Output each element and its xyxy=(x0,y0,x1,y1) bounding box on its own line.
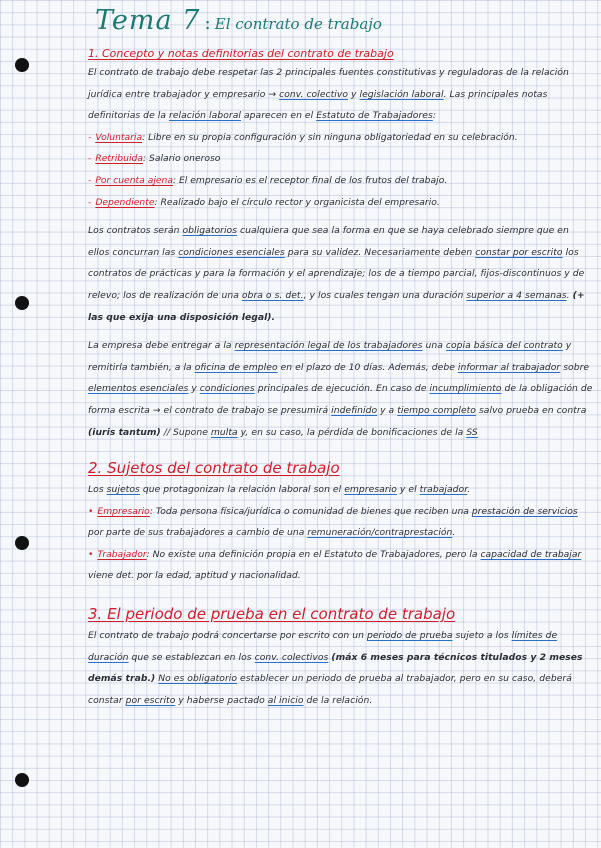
section-2-intro xyxy=(88,479,593,501)
highlight: constar por escrito xyxy=(475,246,563,258)
text: , y los cuales tengan una duración xyxy=(303,289,467,301)
title-number: Tema 7 xyxy=(95,5,201,36)
highlight: sujetos xyxy=(106,484,140,496)
title-text: El contrato de trabajo xyxy=(214,15,382,33)
text: : Libre en su propia configuración y sin ninguna obligatoriedad en su celebración. xyxy=(142,131,518,143)
text: de la relación. xyxy=(303,694,373,706)
text: : Toda persona física/jurídica o comunidad de bienes que reciben una xyxy=(149,505,472,517)
highlight: empresario xyxy=(344,484,397,496)
highlight: oficina de empleo xyxy=(194,361,278,373)
highlight: conv. colectivos xyxy=(254,651,329,663)
list-item xyxy=(88,192,593,214)
section-2-heading: 2. Sujetos del contrato de trabajo xyxy=(88,459,340,478)
section-1-paragraph-2 xyxy=(88,220,593,328)
text: y haberse pactado xyxy=(175,694,268,706)
text: para su validez. Necesariamente deben xyxy=(284,246,476,258)
text: sobre xyxy=(560,361,590,373)
bullet-dot: • xyxy=(88,505,94,517)
text: La empresa debe entregar a la xyxy=(88,340,235,352)
text: : No existe una definición propia en el Estatuto de Trabajadores, pero la xyxy=(146,548,481,560)
term: Dependiente xyxy=(95,196,155,208)
highlight: indefinido xyxy=(331,404,378,416)
highlight: límites de duración xyxy=(88,630,558,663)
text: // Supone xyxy=(160,426,211,438)
highlight: relación laboral xyxy=(169,110,241,122)
text: de la obligación de forma escrita → el contrato de trabajo se presumirá xyxy=(88,383,593,416)
text: cualquiera que sea la forma en que se haya celebrado siempre que en ellos concurran las xyxy=(88,225,569,258)
highlight: SS xyxy=(466,426,478,438)
text: los contratos de prácticas y para la formación y el aprendizaje; los de a tiempo parcial, fijos-discontinuos y de relevo; los de realización de una xyxy=(88,246,585,301)
highlight: periodo de prueba xyxy=(366,630,453,642)
highlight: Estatuto de Trabajadores xyxy=(316,110,433,122)
page-title xyxy=(95,5,382,36)
highlight: al inicio xyxy=(267,694,304,706)
text: : Realizado bajo el círculo rector y organicista del empresario. xyxy=(154,196,440,208)
highlight: copia básica del contrato xyxy=(445,340,563,352)
text: y, en su caso, la pérdida de bonificaciones de la xyxy=(237,426,467,438)
text: Los contratos serán xyxy=(88,225,183,237)
text: y a xyxy=(377,404,398,416)
highlight: conv. colectivo xyxy=(279,88,349,100)
term: Empresario xyxy=(97,505,150,517)
highlight: obligatorios xyxy=(182,225,238,237)
text: aparecen en el xyxy=(240,110,317,122)
text: una xyxy=(422,340,446,352)
highlight: por escrito xyxy=(125,694,176,706)
note: (iuris tantum) xyxy=(88,426,161,438)
text: en el plazo de 10 días. Además, debe xyxy=(277,361,458,373)
text: establecer un periodo de prueba al trabajador, pero en su caso, deberá constar xyxy=(88,673,572,706)
note: (+ las que exija una disposición legal). xyxy=(88,289,585,323)
title-colon: : xyxy=(204,12,211,34)
text: y remitirla también, a la xyxy=(88,340,572,373)
section-3-heading: 3. El periodo de prueba en el contrato de trabajo xyxy=(88,605,456,624)
section-1-list xyxy=(88,127,593,213)
highlight: condiciones xyxy=(199,383,255,395)
section-1-heading: 1. Concepto y notas definitorias del contrato de trabajo xyxy=(88,47,394,60)
text: que se establezcan en los xyxy=(128,651,255,663)
highlight: incumplimiento xyxy=(429,383,502,395)
term: Por cuenta ajena xyxy=(95,174,173,186)
list-item xyxy=(88,501,593,544)
text: sujeto a los xyxy=(452,630,512,642)
highlight: elementos esenciales xyxy=(88,383,189,395)
text: El contrato de trabajo debe respetar las 2 principales fuentes constitutivas y reguladoras de la relación jurídica entre trabajador y empresario xyxy=(88,67,569,100)
arrow: → xyxy=(265,88,280,100)
highlight: remuneración/contraprestación xyxy=(307,527,453,539)
text: Los xyxy=(88,484,107,496)
text: y xyxy=(348,88,360,100)
bullet-dot: • xyxy=(88,548,94,560)
bullet-dash: - xyxy=(88,174,92,186)
text: . xyxy=(467,484,471,496)
binder-hole xyxy=(15,296,29,310)
section-2-list xyxy=(88,501,593,587)
list-item xyxy=(88,148,593,170)
text: y xyxy=(188,383,200,395)
highlight: multa xyxy=(210,426,238,438)
bullet-dash: - xyxy=(88,153,92,165)
text: El contrato de trabajo podrá concertarse por escrito con un xyxy=(88,630,367,642)
term: Trabajador xyxy=(97,548,147,560)
list-item xyxy=(88,544,593,587)
list-item xyxy=(88,170,593,192)
highlight: capacidad de trabajar xyxy=(480,548,582,560)
notes-content xyxy=(88,46,593,711)
highlight: condiciones esenciales xyxy=(178,246,285,258)
text: : El empresario es el receptor final de los frutos del trabajo. xyxy=(172,174,448,186)
binder-hole xyxy=(15,58,29,72)
binder-hole xyxy=(15,536,29,550)
highlight: informar al trabajador xyxy=(457,361,561,373)
text: : Salario oneroso xyxy=(142,153,221,165)
highlight: legislación laboral xyxy=(359,88,444,100)
section-3-paragraph xyxy=(88,625,593,711)
text: que protagonizan la relación laboral son el xyxy=(139,484,345,496)
text: por parte de sus trabajadores a cambio de una xyxy=(88,527,308,539)
text: viene det. por la edad, aptitud y nacionalidad. xyxy=(88,570,301,582)
section-1-paragraph-3 xyxy=(88,335,593,443)
text: . xyxy=(452,527,456,539)
text: y el xyxy=(396,484,420,496)
section-1-intro xyxy=(88,62,593,127)
binder-hole xyxy=(15,773,29,787)
text: : xyxy=(432,110,436,122)
highlight: superior a 4 semanas xyxy=(466,289,567,301)
list-item xyxy=(88,127,593,149)
text: principales de ejecución. En caso de xyxy=(254,383,430,395)
highlight: No es obligatorio xyxy=(158,673,238,685)
text: . xyxy=(566,289,573,301)
highlight: trabajador xyxy=(419,484,468,496)
highlight: tiempo completo xyxy=(397,404,476,416)
highlight: prestación de servicios xyxy=(471,505,578,517)
term: Retribuida xyxy=(95,153,143,165)
bullet-dash: - xyxy=(88,196,92,208)
term: Voluntaria xyxy=(95,131,143,143)
bullet-dash: - xyxy=(88,131,92,143)
highlight: obra o s. det. xyxy=(241,289,304,301)
text: salvo prueba en contra xyxy=(475,404,587,416)
text: . Las principales notas definitorias de la xyxy=(88,88,548,122)
highlight: representación legal de los trabajadores xyxy=(234,340,423,352)
note: (máx 6 meses para técnicos titulados y 2 meses demás trab.) xyxy=(88,651,583,685)
